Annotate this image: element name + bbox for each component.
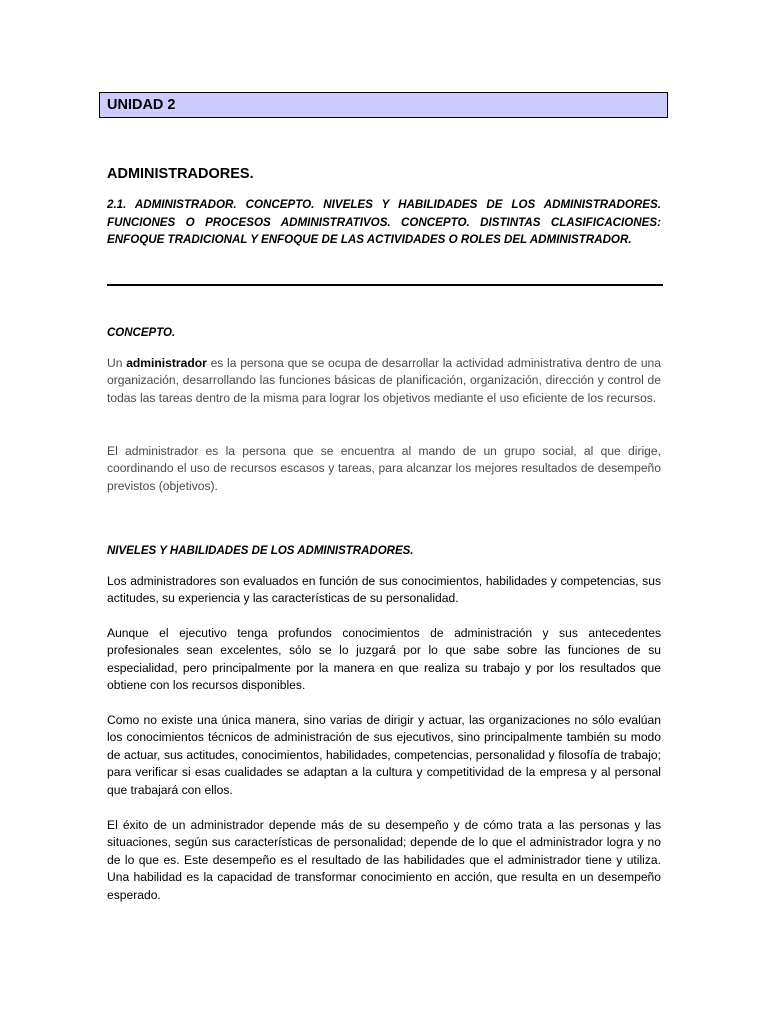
niveles-paragraph-4: El éxito de un administrador depende más de su desempeño y de cómo trata a las personas y las situaciones, según sus características de personalidad; depende de lo que el administrador logra y no de lo que es. Este desempeño es el resultado de las habilidades que el administrador tiene y utiliza. Una habilidad es la capacidad de transformar conocimiento en acción, que resulta en un desempeño esperado. [107, 818, 661, 902]
unit-header-box [99, 92, 668, 118]
unit-label: UNIDAD 2 [107, 97, 176, 113]
niveles-paragraph-2: Aunque el ejecutivo tenga profundos conocimientos de administración y sus antecedentes profesionales sean excelentes, sólo se lo juzgará por lo que sabe sobre las funciones de su especialidad, pero principalmente por la manera en que realiza su trabajo y por los resultados que obtiene con los recursos disponibles. [107, 626, 661, 693]
concepto-paragraph-1 [107, 355, 661, 407]
niveles-paragraph-1: Los administradores son evaluados en función de sus conocimientos, habilidades y competencias, sus actitudes, su experiencia y las características de su personalidad. [107, 574, 661, 606]
horizontal-divider [107, 284, 663, 286]
concepto-p1-rest: es la persona que se ocupa de desarrollar la actividad administrativa dentro de una organización, desarrollando las funciones básicas de planificación, organización, dirección y control de todas las tareas dentro de la misma para lograr los objetivos mediante el uso eficiente de los recursos. [107, 356, 661, 405]
concepto-p1-bold-term: administrador [126, 356, 207, 370]
niveles-paragraph-3: Como no existe una única manera, sino varias de dirigir y actuar, las organizaciones no sólo evalúan los conocimientos técnicos de administración de sus ejecutivos, sino principalmente también su modo de actuar, sus actitudes, conocimientos, habilidades, competencias, personalidad y filosofía de trabajo; para verificar si esas cualidades se adaptan a la cultura y competitividad de la empresa y al personal que trabajará con ellos. [107, 713, 661, 797]
concepto-paragraph-2: El administrador es la persona que se encuentra al mando de un grupo social, al que dirige, coordinando el uso de recursos escasos y tareas, para alcanzar los mejores resultados de desempeño previstos (objetivos). [107, 444, 661, 493]
page-title: ADMINISTRADORES. [107, 166, 254, 182]
concepto-p1-start: Un [107, 356, 127, 370]
section-subtitle: 2.1. ADMINISTRADOR. CONCEPTO. NIVELES Y HABILIDADES DE LOS ADMINISTRADORES. FUNCIONES O PROCESOS ADMINISTRATIVOS. CONCEPTO. DISTINTAS CLASIFICACIONES: ENFOQUE TRADICIONAL Y ENFOQUE DE LAS ACTIVIDADES O ROLES DEL ADMINISTRADOR. [107, 198, 661, 246]
concepto-heading: CONCEPTO. [107, 327, 176, 339]
niveles-heading: NIVELES Y HABILIDADES DE LOS ADMINISTRADORES. [107, 545, 414, 557]
